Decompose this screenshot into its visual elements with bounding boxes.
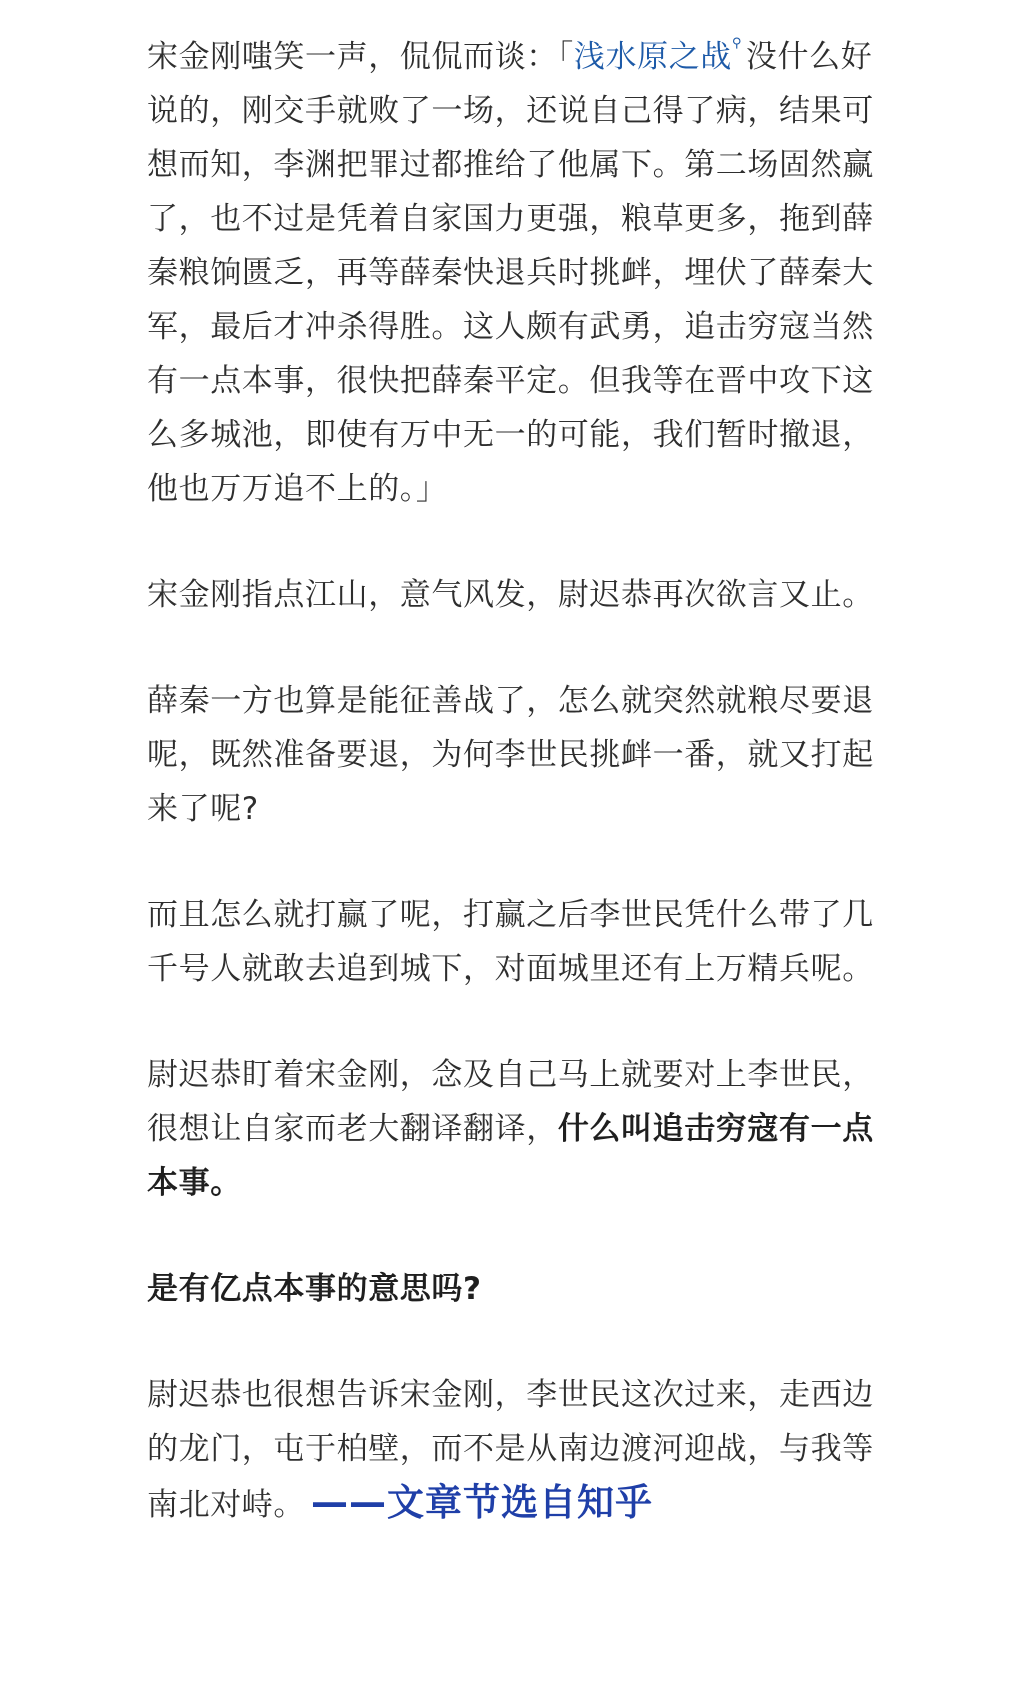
paragraph-4: 而且怎么就打赢了呢，打赢之后李世民凭什么带了几千号人就敢去追到城下，对面城里还有上万精兵呢。 (147, 897, 874, 987)
paragraph-5-text: 尉迟恭盯着宋金刚，念及自己马上就要对上李世民，很想让自家而老大翻译翻译， (147, 1057, 874, 1147)
paragraph-2: 宋金刚指点江山，意气风发，尉迟恭再次欲言又止。 (147, 577, 874, 613)
paragraph-1-text-after: 没什么好说的，刚交手就败了一场，还说自己得了病，结果可想而知，李渊把罪过都推给了他属下。第二场固然赢了，也不过是凭着自家国力更强，粮草更多，拖到薛秦粮饷匮乏，再等薛秦快退兵时挑衅，埋伏了薛秦大军，最后才冲杀得胜。这人颇有武勇，追击穷寇当然有一点本事，很快把薛秦平定。但我等在晋中攻下这么多城池，即使有万中无一的可能，我们暂时撤退，他也万万追不上的。」 (147, 39, 874, 507)
battle-link[interactable]: 浅水原之战 (573, 39, 732, 75)
paragraph-5 (147, 1048, 877, 1210)
search-icon[interactable]: ⚲ (731, 36, 743, 51)
article-body (147, 30, 877, 1532)
paragraph-1-text-before: 宋金刚嗤笑一声，侃侃而谈：「 (147, 39, 574, 75)
paragraph-7-text: 尉迟恭也很想告诉宋金刚，李世民这次过来，走西边的龙门，屯于柏壁，而不是从南边渡河迎战，与我等南北对峙。 (147, 1377, 874, 1523)
source-note: ——文章节选自知乎 (311, 1481, 653, 1524)
paragraph-5-bold-text: 什么叫追击穷寇有一点本事。 (147, 1111, 874, 1201)
paragraph-1 (147, 30, 877, 516)
paragraph-7 (147, 1368, 877, 1532)
paragraph-3: 薛秦一方也算是能征善战了，怎么就突然就粮尽要退呢，既然准备要退，为何李世民挑衅一番，就又打起来了呢? (147, 683, 874, 827)
paragraph-6-bold: 是有亿点本事的意思吗? (147, 1271, 482, 1307)
